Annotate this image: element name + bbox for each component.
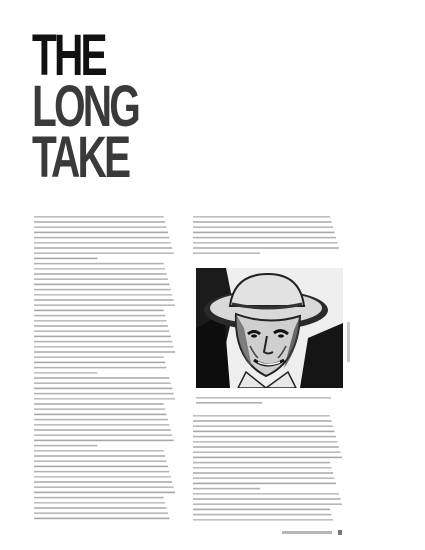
text-line: [34, 330, 169, 332]
text-line: [34, 284, 169, 286]
portrait-image: [196, 268, 343, 388]
text-line: [193, 488, 260, 490]
text-line: [34, 325, 168, 327]
headline-line-3: TAKE: [32, 125, 129, 190]
text-line: [34, 226, 167, 228]
text-line: [34, 408, 165, 410]
body-column-left: [34, 214, 175, 524]
text-line: [34, 310, 164, 312]
text-line: [193, 216, 330, 218]
photo-credit: [346, 322, 352, 362]
text-line: [34, 216, 164, 218]
text-line: [34, 481, 172, 483]
text-line: [34, 315, 165, 317]
text-line: [193, 420, 332, 422]
text-line: [34, 512, 168, 514]
text-line: [34, 336, 171, 338]
illegible-caption-lines: [196, 395, 343, 409]
text-line: [193, 472, 333, 474]
headline-line-1: THE: [32, 23, 105, 88]
text-line: [34, 367, 167, 369]
text-line: [193, 477, 335, 479]
text-line: [193, 519, 333, 521]
text-line: [193, 451, 341, 453]
text-line: [193, 462, 330, 464]
text-line: [193, 436, 336, 438]
text-line: [34, 252, 174, 254]
text-line: [34, 346, 174, 348]
text-line: [34, 268, 165, 270]
text-line: [193, 252, 260, 254]
text-line: [34, 414, 167, 416]
text-line: [34, 455, 165, 457]
portrait-photo: [196, 268, 343, 388]
text-line: [193, 237, 336, 239]
text-line: [34, 341, 172, 343]
text-line: [193, 431, 335, 433]
text-line: [193, 226, 333, 228]
text-line: [34, 460, 167, 462]
text-line: [34, 372, 97, 374]
text-line: [34, 398, 175, 400]
text-line: [34, 471, 169, 473]
text-line: [34, 221, 165, 223]
illegible-text-lines: [193, 413, 342, 525]
text-line: [193, 242, 338, 244]
text-line: [34, 450, 164, 452]
text-line: [193, 503, 342, 505]
text-line: [196, 397, 331, 399]
text-line: [34, 466, 168, 468]
illegible-credit-text: [346, 322, 352, 362]
text-line: [34, 377, 169, 379]
text-line: [34, 476, 171, 478]
text-line: [34, 237, 169, 239]
text-line: [193, 441, 338, 443]
text-line: [193, 446, 339, 448]
illegible-text-lines: [34, 214, 175, 524]
headline-line-2: LONG: [32, 74, 139, 139]
text-line: [34, 299, 174, 301]
text-line: [34, 502, 165, 504]
illegible-text-lines: [193, 214, 342, 256]
text-line: [34, 294, 172, 296]
text-line: [34, 242, 171, 244]
text-line: [34, 507, 167, 509]
text-line: [34, 232, 168, 234]
text-line: [34, 445, 97, 447]
text-line: [34, 356, 164, 358]
photo-caption: [196, 395, 343, 409]
text-line: [34, 393, 174, 395]
text-line: [34, 382, 171, 384]
text-line: [34, 289, 171, 291]
text-line: [34, 304, 175, 306]
text-line: [34, 518, 169, 520]
text-line: [193, 457, 342, 459]
text-line: [193, 514, 332, 516]
text-line: [34, 258, 97, 260]
text-line: [193, 232, 335, 234]
text-line: [193, 493, 339, 495]
text-line: [193, 247, 339, 249]
body-column-right-top: [193, 214, 342, 256]
text-line: [34, 497, 164, 499]
text-line: [34, 263, 164, 265]
text-line: [34, 351, 175, 353]
text-line: [193, 509, 330, 511]
text-line: [34, 388, 172, 390]
headline: [32, 23, 154, 190]
text-line: [34, 486, 174, 488]
text-line: [196, 402, 262, 404]
text-line: [193, 425, 333, 427]
text-line: [34, 492, 175, 494]
text-line: [34, 362, 165, 364]
text-line: [34, 247, 172, 249]
text-line: [193, 467, 332, 469]
text-line: [34, 273, 167, 275]
text-line: [193, 415, 330, 417]
text-line: [193, 221, 332, 223]
text-line: [34, 424, 169, 426]
text-line: [34, 434, 172, 436]
page-folio: [282, 530, 344, 538]
text-line: [34, 320, 167, 322]
text-line: [34, 278, 168, 280]
body-column-right-bottom: [193, 413, 342, 525]
text-line: [34, 429, 171, 431]
text-line: [193, 483, 336, 485]
text-line: [193, 498, 341, 500]
text-line: [34, 419, 168, 421]
text-line: [34, 403, 164, 405]
illegible-folio: [282, 530, 344, 536]
text-line: [34, 440, 174, 442]
